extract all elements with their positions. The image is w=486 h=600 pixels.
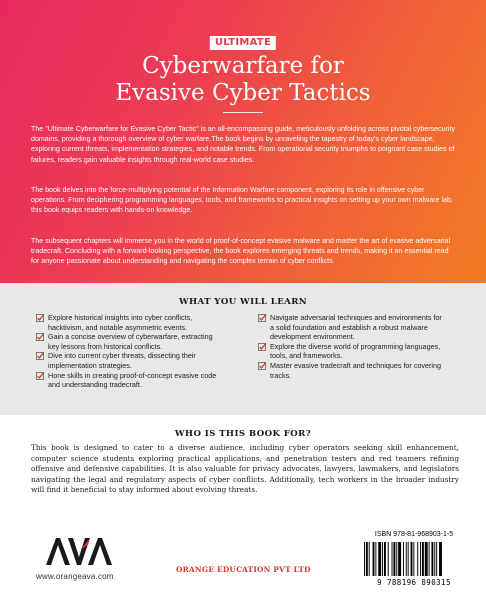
learn-item	[258, 313, 442, 342]
learn-item	[36, 351, 220, 370]
audience-heading: WHO IS THIS BOOK FOR?	[174, 429, 312, 439]
learn-item-text: Explore the diverse world of programming languages, tools, and frameworks.	[270, 341, 441, 361]
barcode-bar	[393, 542, 395, 576]
publisher-name: ORANGE EDUCATION PVT LTD	[176, 565, 311, 574]
learn-item	[36, 371, 220, 390]
checkbox-check-icon	[36, 372, 44, 380]
cover-top-panel	[0, 0, 486, 283]
barcode-bar	[364, 542, 365, 576]
barcode-bar	[375, 542, 376, 576]
learn-item-text: Dive into current cyber threats, dissecting their implementation strategies.	[48, 351, 196, 370]
barcode-bar	[373, 542, 375, 576]
description-paragraph-1: The "Ultimate Cyberwarfare for Evasive Cyber Tactic" is an all-encompassing guide, meticulously unfolding across pivotal cybersecurity domains, providing a thorough overview of cyber warfare.The book begins by unraveling the tapestry of today's cyber landscape, exploring current threats, implementation strategies, and notable trends. From operational security triumphs to poignant case studies of failures, readers gain valuable insights through real-world case studies.	[31, 125, 456, 164]
barcode-bar	[429, 542, 430, 576]
learn-item	[258, 342, 442, 361]
title-divider	[223, 112, 263, 113]
ultimate-badge: ULTIMATE	[210, 36, 276, 50]
barcode-icon	[364, 542, 464, 576]
book-title-line-1: Cyberwarfare for	[142, 53, 344, 79]
publisher-url: www.orangeava.com	[36, 572, 114, 581]
barcode-bar	[369, 542, 370, 576]
learn-item	[258, 361, 442, 380]
barcode-bar	[439, 542, 442, 576]
description-paragraph-2: The book delves into the force-multiplying potential of the Information Warfare component, exploring its role in offensive cyber operations. From deciphering programming languages, tools, and frameworks to practical insights on setting up your own malware lab, this book equips readers with hands-on knowledge.	[31, 186, 453, 215]
checkbox-check-icon	[258, 314, 266, 322]
barcode-bar	[384, 542, 386, 576]
learn-item	[36, 332, 220, 351]
barcode-bar	[417, 542, 418, 576]
learn-list-left	[36, 313, 220, 390]
barcode-bar	[366, 542, 368, 576]
learn-section	[0, 283, 486, 415]
barcode-bar	[431, 542, 433, 576]
audience-text: This book is designed to cater to a diverse audience, including cyber operators seeking skill enhancement, computer science students exploring practical applications, and penetration testers and red teamers refining offensive and defensive capabilities. It is also valuable for privacy advocates, lawyers, lawmakers, and legislators navigating the legal and regulatory aspects of cyber conflicts. Additionally, tech workers in the broader industry will find it beneficial to stay informed about evolving threats.	[31, 443, 459, 495]
checkbox-check-icon	[36, 333, 44, 341]
book-title-line-2: Evasive Cyber Tactics	[115, 80, 371, 106]
barcode-bar	[420, 542, 421, 576]
learn-item	[36, 313, 220, 332]
barcode-bar	[378, 542, 381, 576]
isbn-number: ISBN 978-81-968903-1-5	[374, 531, 454, 538]
barcode-bar	[413, 542, 414, 576]
ava-logo-icon	[44, 536, 114, 566]
barcode-bar	[408, 542, 409, 576]
barcode-bar	[425, 542, 428, 576]
barcode-bar	[392, 542, 393, 576]
learn-item-text: Hone skills in creating proof-of-concept evasive code and understanding tradecraft.	[48, 370, 217, 390]
barcode-bar	[436, 542, 437, 576]
checkbox-check-icon	[36, 352, 44, 360]
barcode-bar	[434, 542, 435, 576]
barcode-bar	[406, 542, 407, 576]
learn-item-text: Explore historical insights into cyber conflicts, hacktivism, and notable asymmetric events.	[48, 313, 193, 332]
learn-item-text: Navigate adversarial techniques and environments for a solid foundation and establish a robust malware development environment.	[270, 313, 442, 342]
barcode-bar	[382, 542, 383, 576]
barcode-bar	[398, 542, 401, 576]
checkbox-check-icon	[36, 314, 44, 322]
description-paragraph-3: The subsequent chapters will immerse you in the world of proof-of-concept evasive malware and master the art of evasive adversarial tradecraft. Concluding with a forward-looking perspective, the book explores emerging threats and trends, making it an essential read for anyone passionate about understanding and navigating the complex terrain of cyber conflicts.	[31, 237, 451, 266]
learn-heading: WHAT YOU WILL LEARN	[178, 297, 308, 307]
checkbox-check-icon	[258, 343, 266, 351]
barcode-number: 9 788196 890315	[377, 578, 451, 587]
learn-item-text: Master evasive tradecraft and techniques for covering tracks.	[270, 360, 441, 380]
barcode-bar	[422, 542, 424, 576]
barcode-panel	[358, 529, 470, 595]
barcode-bar	[396, 542, 397, 576]
learn-item-text: Gain a concise overview of cyberwarfare, extracting key lessons from historical conflicts.	[48, 332, 213, 351]
barcode-bar	[411, 542, 413, 576]
barcode-bar	[388, 542, 389, 576]
learn-list-right	[258, 313, 442, 380]
barcode-bar	[403, 542, 404, 576]
checkbox-check-icon	[258, 362, 266, 370]
